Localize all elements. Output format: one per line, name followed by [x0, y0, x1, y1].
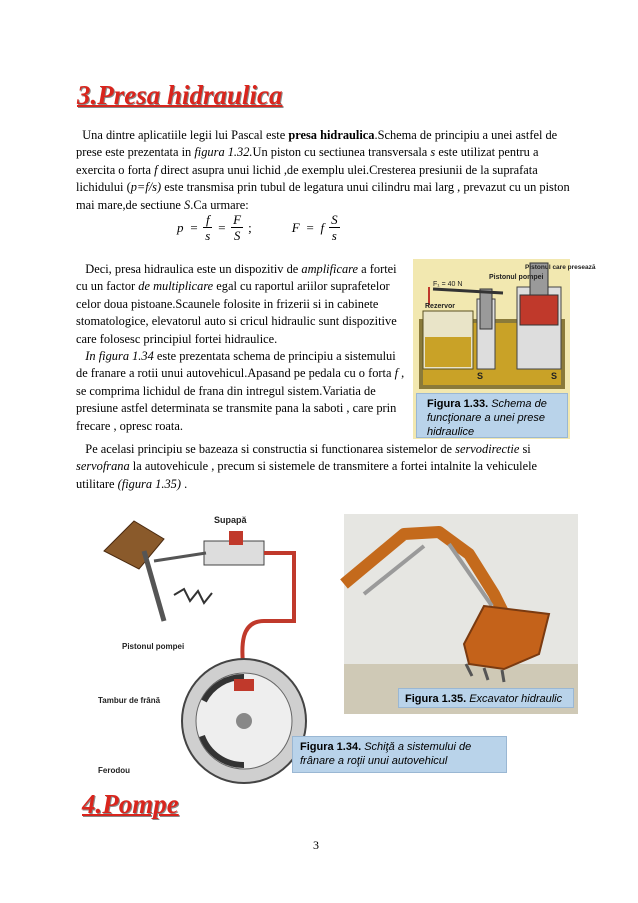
- fraction-F-S: [231, 212, 243, 243]
- section-heading-pompe: 4.Pompe: [82, 789, 179, 819]
- term-presa-hidraulica: presa hidraulica: [288, 128, 375, 142]
- pressure-formula-inline: p=f/s): [130, 180, 162, 195]
- paragraph-intro: [76, 127, 576, 214]
- term-servodirectie: servodirectie: [455, 442, 520, 456]
- text-run: .Schema de principiu a unei astfel de prese este prezentata in: [76, 128, 558, 160]
- text-run: este transmisa prin tubul de legatura unui cilindru mai larg , prevazut cu un piston mai mare,de sectiune: [76, 180, 570, 212]
- text-run: a fortei cu un factor: [76, 262, 397, 294]
- var-f: f: [154, 162, 158, 177]
- var-S: S: [184, 197, 191, 212]
- label-small-s: S: [477, 371, 484, 381]
- wheel-cylinder: [234, 679, 254, 691]
- formula-F: F: [233, 212, 242, 227]
- formula-separator: ;: [248, 219, 252, 235]
- text-run: .Ca urmare:: [190, 197, 249, 212]
- paragraph-franare: [76, 348, 406, 435]
- return-spring: [174, 589, 212, 603]
- formula-f2: f: [320, 219, 325, 235]
- label-force: F₁ = 40 N: [433, 281, 463, 288]
- text-run: Deci, presa hidraulica este un dispozitiv de: [85, 262, 302, 276]
- text-run: Un piston cu sectiunea transversala: [252, 145, 431, 160]
- fraction-f-s: [203, 212, 212, 243]
- label-pistonul-pompei: Pistonul pompei: [122, 642, 185, 651]
- text-run: direct asupra unui lichid ,de exemplu ulei.Cresterea presiunii de la suprafata lichidului (: [76, 162, 538, 195]
- formula-F2: F: [291, 219, 300, 235]
- label-supapa: Supapă: [214, 515, 247, 525]
- caption-number: Figura 1.33.: [427, 398, 489, 410]
- formula-s2: s: [331, 228, 337, 243]
- figure-ref: figura 1.32.: [194, 145, 253, 160]
- label-pistonul-care-preseaza: Pistonul care presează: [525, 264, 596, 271]
- formula-f: f: [203, 212, 212, 228]
- text-run: si: [519, 442, 531, 456]
- pushrod: [154, 553, 206, 561]
- caption-number: Figura 1.34.: [300, 741, 362, 753]
- label-large-S: S: [551, 371, 558, 381]
- formula-S2: S: [331, 212, 338, 227]
- label-pistonul-pompei: Pistonul pompei: [489, 274, 544, 281]
- term-amplificare: amplificare: [301, 262, 359, 276]
- caption-text: Schiţă a sistemului de frânare a roţii unui autovehicul: [300, 741, 472, 767]
- label-tambur: Tambur de frână: [98, 696, 161, 705]
- text-run: este utilizat pentru a exercita o forta: [76, 145, 539, 177]
- formula-eq: =: [217, 219, 227, 235]
- var-s: s: [430, 145, 436, 160]
- paragraph-amplificare: [76, 261, 406, 348]
- formula-s: s: [205, 228, 211, 243]
- label-ferodou: Ferodou: [98, 766, 130, 775]
- section-heading-presa: 3.Presa hidraulica: [77, 80, 283, 110]
- var-f: f: [394, 366, 399, 381]
- supapa-valve: [229, 531, 243, 545]
- caption-figure-1-35: [398, 688, 574, 708]
- caption-figure-1-34: [292, 736, 507, 773]
- page-number: 3: [313, 838, 319, 852]
- text-run: la autovehicule , precum si sistemele de transmitere a fortei intalnite la vehiculele utilitare: [76, 459, 538, 491]
- wheel-hub: [236, 713, 252, 729]
- figure-1-35-excavator-photo: [344, 514, 578, 714]
- figure-ref: (figura 1.35): [117, 476, 181, 491]
- text-run: , se comprima lichidul de frana din intregul sistem.Variatia de presiune astfel determinata se transmite pana la saboti , care prin frecare , opresc roata.: [76, 366, 405, 433]
- pressure-formula: [174, 212, 342, 243]
- term-servofrana: servofrana: [76, 459, 130, 474]
- caption-text: Schema de funcţionare a unei prese hidraulice: [427, 398, 547, 438]
- large-piston: [520, 295, 558, 325]
- text-run: Una dintre aplicatiile legii lui Pascal este: [82, 128, 289, 142]
- brake-pedal: [144, 551, 164, 621]
- term-multiplicare: de multiplicare: [138, 279, 214, 294]
- small-piston: [480, 289, 492, 329]
- text-run: .: [180, 476, 188, 491]
- text-run: Pe acelasi principiu se bazeaza si constructia si functionarea sistemelor de: [85, 442, 456, 456]
- caption-text: Excavator hidraulic: [466, 693, 563, 705]
- label-rezervor: Rezervor: [425, 303, 455, 310]
- figure-ref: In figura 1.34: [85, 349, 154, 363]
- formula-S: S: [233, 228, 241, 243]
- formula-eq: =: [189, 219, 199, 235]
- caption-number: Figura 1.35.: [405, 693, 467, 705]
- formula-eq: =: [305, 219, 315, 235]
- formula-p: p: [177, 219, 184, 235]
- text-run: egal cu raportul ariilor suprafetelor celor doua pistoane.Scaunele folosite in frizerii si in cabinete stomatologice, elevatorul auto si cricul hidraulic sunt dispozitive care folosesc principiul fortei hidraulice.: [76, 279, 397, 346]
- reservoir-fluid: [425, 337, 471, 367]
- fraction-S-s: [329, 212, 340, 243]
- caption-figure-1-33: [416, 393, 568, 438]
- paragraph-servodirectie: [76, 441, 576, 493]
- text-run: este prezentata schema de principiu a sistemului de franare a rotii unui autovehicul.Apasand pe pedala cu o forta: [76, 349, 396, 381]
